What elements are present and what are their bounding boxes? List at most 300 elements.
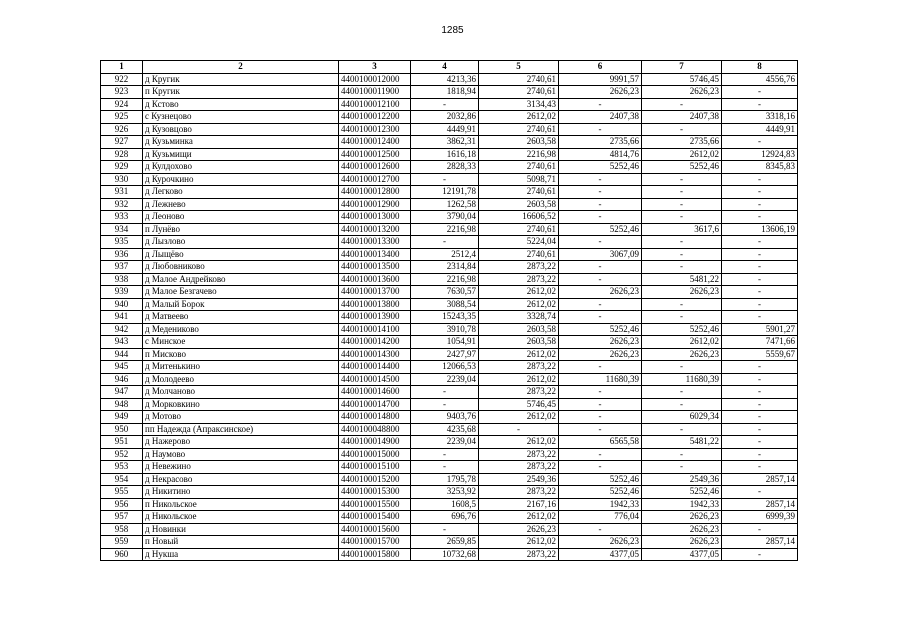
value-col-4-cell: 1818,94 xyxy=(411,86,479,99)
row-number-cell: 960 xyxy=(101,548,143,561)
settlement-name-cell: пп Надежда (Апраксинское) xyxy=(143,423,339,436)
table-row xyxy=(101,173,798,186)
value-col-5-cell: 2612,02 xyxy=(479,111,559,124)
settlement-name-cell: д Лежнево xyxy=(143,198,339,211)
value-col-8-cell: 3318,16 xyxy=(722,111,798,124)
value-col-7-cell: 2626,23 xyxy=(642,86,722,99)
column-header-2: 2 xyxy=(143,61,339,74)
table-row xyxy=(101,261,798,274)
row-number-cell: 939 xyxy=(101,286,143,299)
value-col-7-cell: - xyxy=(642,398,722,411)
table-row xyxy=(101,273,798,286)
value-col-7-cell: 5746,45 xyxy=(642,73,722,86)
code-cell: 4400100012400 xyxy=(339,136,411,149)
table-body xyxy=(101,73,798,561)
value-col-4-cell: 2828,33 xyxy=(411,161,479,174)
code-cell: 4400100013300 xyxy=(339,236,411,249)
value-col-6-cell: - xyxy=(559,273,642,286)
value-col-5-cell: 2603,58 xyxy=(479,336,559,349)
value-col-6-cell: - xyxy=(559,98,642,111)
value-col-6-cell: - xyxy=(559,236,642,249)
code-cell: 4400100012000 xyxy=(339,73,411,86)
table-row xyxy=(101,311,798,324)
value-col-5-cell: 2740,61 xyxy=(479,123,559,136)
code-cell: 4400100015000 xyxy=(339,448,411,461)
value-col-4-cell: 2512,4 xyxy=(411,248,479,261)
value-col-4-cell: 7630,57 xyxy=(411,286,479,299)
settlement-name-cell: д Мотово xyxy=(143,411,339,424)
table-row xyxy=(101,73,798,86)
value-col-5-cell: 5746,45 xyxy=(479,398,559,411)
row-number-cell: 936 xyxy=(101,248,143,261)
table-row xyxy=(101,373,798,386)
table-row xyxy=(101,486,798,499)
table-row xyxy=(101,423,798,436)
value-col-5-cell: 5224,04 xyxy=(479,236,559,249)
value-col-7-cell: - xyxy=(642,98,722,111)
code-cell: 4400100015400 xyxy=(339,511,411,524)
value-col-6-cell: 2626,23 xyxy=(559,536,642,549)
settlement-name-cell: д Курочкино xyxy=(143,173,339,186)
value-col-4-cell: 2239,04 xyxy=(411,373,479,386)
value-col-6-cell: 3067,09 xyxy=(559,248,642,261)
code-cell: 4400100015700 xyxy=(339,536,411,549)
value-col-8-cell: 13606,19 xyxy=(722,223,798,236)
settlement-name-cell: д Никитино xyxy=(143,486,339,499)
table-row xyxy=(101,323,798,336)
code-cell: 4400100014700 xyxy=(339,398,411,411)
row-number-cell: 956 xyxy=(101,498,143,511)
value-col-5-cell: 2603,58 xyxy=(479,323,559,336)
value-col-8-cell: - xyxy=(722,436,798,449)
settlement-name-cell: д Нажерово xyxy=(143,436,339,449)
settlement-name-cell: д Лызлово xyxy=(143,236,339,249)
value-col-7-cell: - xyxy=(642,361,722,374)
value-col-4-cell: 3790,04 xyxy=(411,211,479,224)
settlement-name-cell: д Малый Борок xyxy=(143,298,339,311)
table-row xyxy=(101,86,798,99)
value-col-5-cell: 2612,02 xyxy=(479,536,559,549)
code-cell: 4400100015500 xyxy=(339,498,411,511)
value-col-5-cell: 2612,02 xyxy=(479,411,559,424)
settlement-name-cell: д Легково xyxy=(143,186,339,199)
code-cell: 4400100012900 xyxy=(339,198,411,211)
table-row xyxy=(101,161,798,174)
value-col-4-cell: - xyxy=(411,398,479,411)
value-col-4-cell: - xyxy=(411,523,479,536)
value-col-5-cell: 2216,98 xyxy=(479,148,559,161)
value-col-8-cell: - xyxy=(722,423,798,436)
row-number-cell: 933 xyxy=(101,211,143,224)
value-col-5-cell: 2167,16 xyxy=(479,498,559,511)
row-number-cell: 929 xyxy=(101,161,143,174)
value-col-8-cell: - xyxy=(722,186,798,199)
table-row xyxy=(101,123,798,136)
settlement-name-cell: д Малое Безгачево xyxy=(143,286,339,299)
column-header-6: 6 xyxy=(559,61,642,74)
value-col-7-cell: 5481,22 xyxy=(642,273,722,286)
code-cell: 4400100014600 xyxy=(339,386,411,399)
value-col-7-cell: - xyxy=(642,123,722,136)
value-col-5-cell: 2873,22 xyxy=(479,448,559,461)
code-cell: 4400100012600 xyxy=(339,161,411,174)
table-row xyxy=(101,523,798,536)
row-number-cell: 945 xyxy=(101,361,143,374)
table-row xyxy=(101,223,798,236)
code-cell: 4400100013900 xyxy=(339,311,411,324)
value-col-7-cell: 5252,46 xyxy=(642,161,722,174)
value-col-6-cell: 4377,05 xyxy=(559,548,642,561)
value-col-8-cell: - xyxy=(722,311,798,324)
value-col-8-cell: 4556,76 xyxy=(722,73,798,86)
value-col-6-cell: 9991,57 xyxy=(559,73,642,86)
value-col-8-cell: - xyxy=(722,411,798,424)
settlement-name-cell: п Мисково xyxy=(143,348,339,361)
value-col-8-cell: - xyxy=(722,286,798,299)
value-col-7-cell: 2549,36 xyxy=(642,473,722,486)
settlement-name-cell: д Митенькино xyxy=(143,361,339,374)
value-col-8-cell: 2857,14 xyxy=(722,473,798,486)
row-number-cell: 953 xyxy=(101,461,143,474)
value-col-7-cell: 1942,33 xyxy=(642,498,722,511)
value-col-7-cell: - xyxy=(642,261,722,274)
value-col-6-cell: - xyxy=(559,123,642,136)
row-number-cell: 932 xyxy=(101,198,143,211)
row-number-cell: 944 xyxy=(101,348,143,361)
value-col-4-cell: 1054,91 xyxy=(411,336,479,349)
value-col-5-cell: 2873,22 xyxy=(479,361,559,374)
code-cell: 4400100014900 xyxy=(339,436,411,449)
table-row xyxy=(101,473,798,486)
row-number-cell: 950 xyxy=(101,423,143,436)
value-col-5-cell: 3134,43 xyxy=(479,98,559,111)
row-number-cell: 937 xyxy=(101,261,143,274)
value-col-8-cell: 7471,66 xyxy=(722,336,798,349)
value-col-5-cell: 2612,02 xyxy=(479,436,559,449)
value-col-5-cell: 2549,36 xyxy=(479,473,559,486)
value-col-6-cell: 5252,46 xyxy=(559,486,642,499)
value-col-4-cell: - xyxy=(411,236,479,249)
table-row xyxy=(101,111,798,124)
code-cell: 4400100013200 xyxy=(339,223,411,236)
value-col-6-cell: - xyxy=(559,398,642,411)
column-header-5: 5 xyxy=(479,61,559,74)
value-col-6-cell: 11680,39 xyxy=(559,373,642,386)
value-col-5-cell: - xyxy=(479,423,559,436)
row-number-cell: 928 xyxy=(101,148,143,161)
settlement-name-cell: д Малое Андрейково xyxy=(143,273,339,286)
value-col-6-cell: - xyxy=(559,423,642,436)
value-col-8-cell: - xyxy=(722,298,798,311)
column-header-7: 7 xyxy=(642,61,722,74)
table-row xyxy=(101,548,798,561)
code-cell: 4400100013800 xyxy=(339,298,411,311)
row-number-cell: 931 xyxy=(101,186,143,199)
code-cell: 4400100012500 xyxy=(339,148,411,161)
settlement-name-cell: д Некрасово xyxy=(143,473,339,486)
value-col-8-cell: - xyxy=(722,373,798,386)
settlement-name-cell: с Кузнецово xyxy=(143,111,339,124)
row-number-cell: 922 xyxy=(101,73,143,86)
value-col-6-cell: - xyxy=(559,461,642,474)
value-col-7-cell: - xyxy=(642,298,722,311)
code-cell: 4400100015300 xyxy=(339,486,411,499)
value-col-6-cell: 1942,33 xyxy=(559,498,642,511)
value-col-5-cell: 2873,22 xyxy=(479,261,559,274)
table-row xyxy=(101,186,798,199)
value-col-7-cell: 5481,22 xyxy=(642,436,722,449)
row-number-cell: 952 xyxy=(101,448,143,461)
value-col-7-cell: - xyxy=(642,311,722,324)
value-col-5-cell: 5098,71 xyxy=(479,173,559,186)
value-col-8-cell: - xyxy=(722,261,798,274)
page-number: 1285 xyxy=(441,25,464,36)
table-row xyxy=(101,361,798,374)
table-row xyxy=(101,386,798,399)
value-col-5-cell: 2740,61 xyxy=(479,73,559,86)
value-col-4-cell: - xyxy=(411,461,479,474)
value-col-6-cell: 5252,46 xyxy=(559,323,642,336)
value-col-8-cell: 8345,83 xyxy=(722,161,798,174)
code-cell: 4400100013400 xyxy=(339,248,411,261)
settlement-name-cell: д Молчаново xyxy=(143,386,339,399)
table-row xyxy=(101,136,798,149)
table-row xyxy=(101,148,798,161)
settlement-name-cell: д Нукша xyxy=(143,548,339,561)
value-col-5-cell: 2740,61 xyxy=(479,186,559,199)
value-col-8-cell: - xyxy=(722,98,798,111)
value-col-6-cell: 2626,23 xyxy=(559,348,642,361)
value-col-5-cell: 2603,58 xyxy=(479,136,559,149)
value-col-4-cell: 4235,68 xyxy=(411,423,479,436)
value-col-5-cell: 2612,02 xyxy=(479,298,559,311)
settlement-name-cell: д Морковкино xyxy=(143,398,339,411)
settlement-name-cell: д Кулдохово xyxy=(143,161,339,174)
value-col-7-cell: 11680,39 xyxy=(642,373,722,386)
value-col-7-cell: - xyxy=(642,186,722,199)
table-row xyxy=(101,298,798,311)
value-col-5-cell: 2873,22 xyxy=(479,548,559,561)
value-col-4-cell: 2314,84 xyxy=(411,261,479,274)
value-col-4-cell: 1262,58 xyxy=(411,198,479,211)
row-number-cell: 958 xyxy=(101,523,143,536)
header-row xyxy=(101,61,798,74)
row-number-cell: 924 xyxy=(101,98,143,111)
code-cell: 4400100014200 xyxy=(339,336,411,349)
settlement-name-cell: д Невежино xyxy=(143,461,339,474)
settlement-name-cell: д Кстово xyxy=(143,98,339,111)
value-col-6-cell: - xyxy=(559,523,642,536)
code-cell: 4400100014500 xyxy=(339,373,411,386)
value-col-5-cell: 2612,02 xyxy=(479,511,559,524)
table-row xyxy=(101,461,798,474)
value-col-6-cell: 6565,58 xyxy=(559,436,642,449)
value-col-7-cell: 2407,38 xyxy=(642,111,722,124)
value-col-8-cell: 12924,83 xyxy=(722,148,798,161)
value-col-4-cell: 1608,5 xyxy=(411,498,479,511)
value-col-4-cell: 15243,35 xyxy=(411,311,479,324)
value-col-4-cell: 2216,98 xyxy=(411,223,479,236)
value-col-8-cell: - xyxy=(722,136,798,149)
value-col-8-cell: - xyxy=(722,198,798,211)
row-number-cell: 946 xyxy=(101,373,143,386)
value-col-6-cell: 2626,23 xyxy=(559,86,642,99)
value-col-4-cell: 9403,76 xyxy=(411,411,479,424)
value-col-6-cell: 2735,66 xyxy=(559,136,642,149)
value-col-5-cell: 2612,02 xyxy=(479,348,559,361)
value-col-6-cell: 5252,46 xyxy=(559,223,642,236)
value-col-7-cell: - xyxy=(642,461,722,474)
value-col-8-cell: 6999,39 xyxy=(722,511,798,524)
code-cell: 4400100012100 xyxy=(339,98,411,111)
column-header-8: 8 xyxy=(722,61,798,74)
value-col-4-cell: - xyxy=(411,448,479,461)
value-col-8-cell: - xyxy=(722,86,798,99)
value-col-8-cell: - xyxy=(722,523,798,536)
settlement-name-cell: д Любовниково xyxy=(143,261,339,274)
table-row xyxy=(101,336,798,349)
row-number-cell: 934 xyxy=(101,223,143,236)
code-cell: 4400100012700 xyxy=(339,173,411,186)
value-col-4-cell: 1616,18 xyxy=(411,148,479,161)
row-number-cell: 927 xyxy=(101,136,143,149)
column-header-4: 4 xyxy=(411,61,479,74)
code-cell: 4400100012200 xyxy=(339,111,411,124)
value-col-4-cell: - xyxy=(411,173,479,186)
value-col-4-cell: 12066,53 xyxy=(411,361,479,374)
value-col-8-cell: - xyxy=(722,386,798,399)
code-cell: 4400100012800 xyxy=(339,186,411,199)
row-number-cell: 955 xyxy=(101,486,143,499)
table-row xyxy=(101,448,798,461)
settlement-name-cell: п Кругик xyxy=(143,86,339,99)
data-table xyxy=(100,60,798,561)
code-cell: 4400100013000 xyxy=(339,211,411,224)
value-col-6-cell: 4814,76 xyxy=(559,148,642,161)
value-col-4-cell: 3253,92 xyxy=(411,486,479,499)
value-col-4-cell: 2239,04 xyxy=(411,436,479,449)
value-col-6-cell: - xyxy=(559,211,642,224)
row-number-cell: 925 xyxy=(101,111,143,124)
code-cell: 4400100015600 xyxy=(339,523,411,536)
settlement-name-cell: д Молодеево xyxy=(143,373,339,386)
settlement-name-cell: с Минское xyxy=(143,336,339,349)
value-col-7-cell: 2735,66 xyxy=(642,136,722,149)
value-col-7-cell: 5252,46 xyxy=(642,486,722,499)
value-col-5-cell: 2873,22 xyxy=(479,486,559,499)
value-col-7-cell: 2626,23 xyxy=(642,536,722,549)
value-col-6-cell: - xyxy=(559,311,642,324)
value-col-6-cell: 776,04 xyxy=(559,511,642,524)
code-cell: 4400100013700 xyxy=(339,286,411,299)
row-number-cell: 935 xyxy=(101,236,143,249)
row-number-cell: 930 xyxy=(101,173,143,186)
value-col-7-cell: - xyxy=(642,386,722,399)
row-number-cell: 941 xyxy=(101,311,143,324)
row-number-cell: 957 xyxy=(101,511,143,524)
value-col-8-cell: - xyxy=(722,548,798,561)
table-row xyxy=(101,436,798,449)
value-col-5-cell: 2740,61 xyxy=(479,223,559,236)
value-col-7-cell: 2626,23 xyxy=(642,348,722,361)
settlement-name-cell: д Матвеево xyxy=(143,311,339,324)
code-cell: 4400100012300 xyxy=(339,123,411,136)
value-col-4-cell: 2427,97 xyxy=(411,348,479,361)
value-col-6-cell: 2626,23 xyxy=(559,286,642,299)
settlement-name-cell: п Лунёво xyxy=(143,223,339,236)
value-col-7-cell: 2612,02 xyxy=(642,148,722,161)
value-col-4-cell: - xyxy=(411,98,479,111)
value-col-5-cell: 2873,22 xyxy=(479,461,559,474)
value-col-6-cell: - xyxy=(559,198,642,211)
code-cell: 4400100013500 xyxy=(339,261,411,274)
value-col-8-cell: - xyxy=(722,211,798,224)
code-cell: 4400100015100 xyxy=(339,461,411,474)
value-col-5-cell: 16606,52 xyxy=(479,211,559,224)
row-number-cell: 942 xyxy=(101,323,143,336)
value-col-5-cell: 2740,61 xyxy=(479,161,559,174)
table-row xyxy=(101,398,798,411)
row-number-cell: 959 xyxy=(101,536,143,549)
value-col-7-cell: - xyxy=(642,173,722,186)
value-col-6-cell: - xyxy=(559,298,642,311)
value-col-4-cell: - xyxy=(411,386,479,399)
value-col-5-cell: 2873,22 xyxy=(479,273,559,286)
value-col-8-cell: 5901,27 xyxy=(722,323,798,336)
value-col-5-cell: 2612,02 xyxy=(479,286,559,299)
code-cell: 4400100014300 xyxy=(339,348,411,361)
settlement-name-cell: д Наумово xyxy=(143,448,339,461)
column-header-1: 1 xyxy=(101,61,143,74)
value-col-6-cell: 2407,38 xyxy=(559,111,642,124)
table-row xyxy=(101,248,798,261)
row-number-cell: 954 xyxy=(101,473,143,486)
value-col-8-cell: - xyxy=(722,273,798,286)
table-row xyxy=(101,236,798,249)
value-col-8-cell: - xyxy=(722,236,798,249)
value-col-4-cell: 12191,78 xyxy=(411,186,479,199)
value-col-6-cell: - xyxy=(559,411,642,424)
settlement-name-cell: п Никольское xyxy=(143,498,339,511)
value-col-7-cell: 2626,23 xyxy=(642,523,722,536)
value-col-7-cell: - xyxy=(642,423,722,436)
settlement-name-cell: п Новый xyxy=(143,536,339,549)
value-col-8-cell: 2857,14 xyxy=(722,498,798,511)
value-col-4-cell: 1795,78 xyxy=(411,473,479,486)
value-col-4-cell: 4449,91 xyxy=(411,123,479,136)
row-number-cell: 947 xyxy=(101,386,143,399)
value-col-4-cell: 696,76 xyxy=(411,511,479,524)
code-cell: 4400100048800 xyxy=(339,423,411,436)
value-col-8-cell: - xyxy=(722,448,798,461)
value-col-7-cell: - xyxy=(642,248,722,261)
value-col-7-cell: - xyxy=(642,236,722,249)
table-row xyxy=(101,498,798,511)
value-col-6-cell: 5252,46 xyxy=(559,473,642,486)
value-col-4-cell: 2216,98 xyxy=(411,273,479,286)
settlement-name-cell: д Кузовцово xyxy=(143,123,339,136)
value-col-6-cell: - xyxy=(559,261,642,274)
value-col-6-cell: - xyxy=(559,361,642,374)
value-col-5-cell: 2740,61 xyxy=(479,86,559,99)
value-col-4-cell: 3862,31 xyxy=(411,136,479,149)
settlement-name-cell: д Кузьминка xyxy=(143,136,339,149)
value-col-7-cell: - xyxy=(642,198,722,211)
value-col-4-cell: 10732,68 xyxy=(411,548,479,561)
code-cell: 4400100014100 xyxy=(339,323,411,336)
value-col-7-cell: 2612,02 xyxy=(642,336,722,349)
table-row xyxy=(101,286,798,299)
